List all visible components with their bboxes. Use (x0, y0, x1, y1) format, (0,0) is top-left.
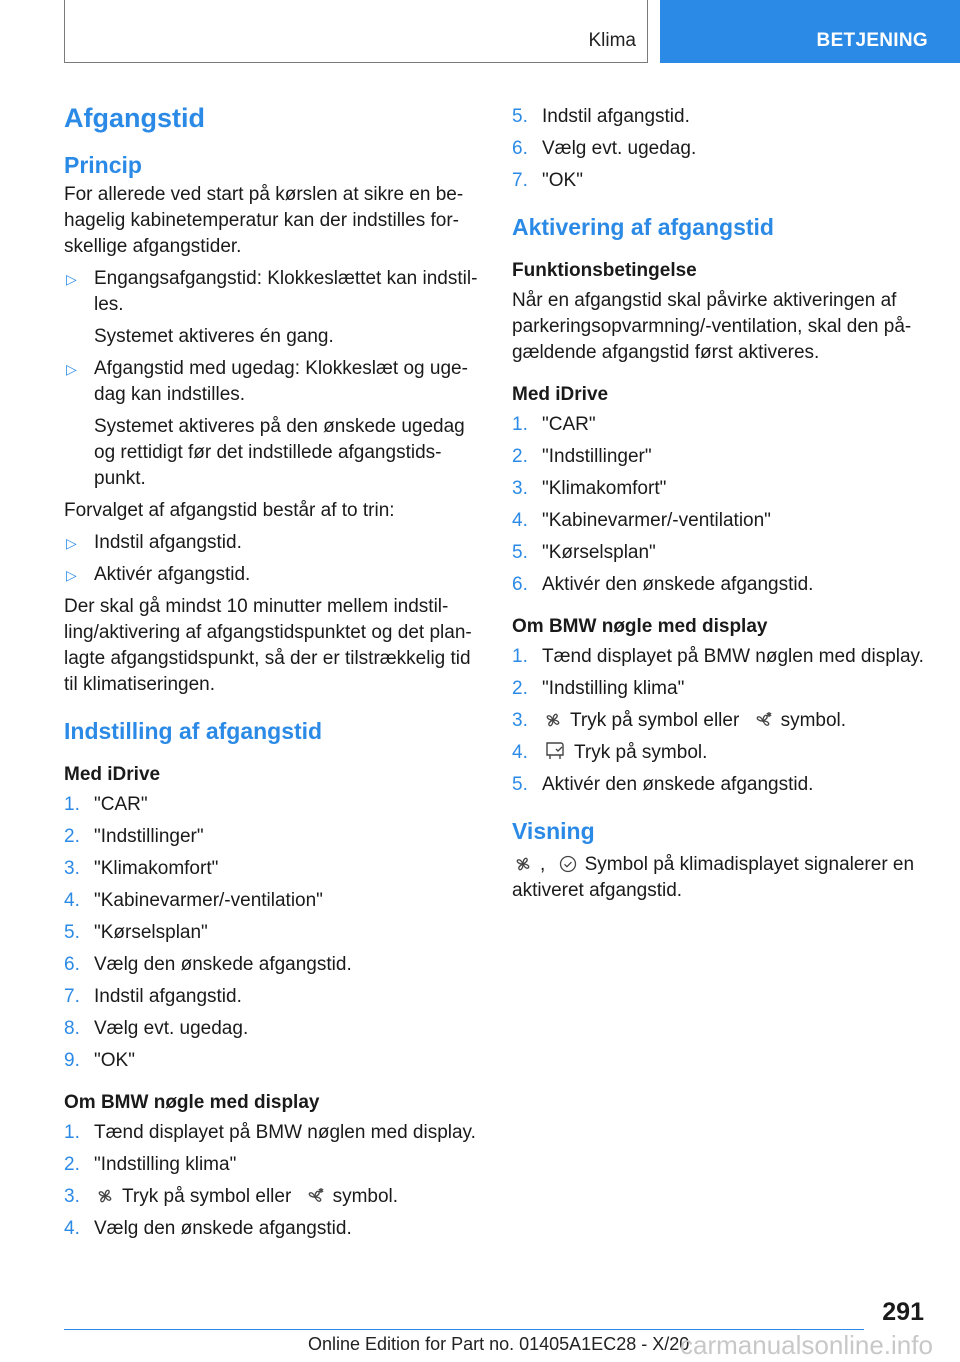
list-item: 7. Indstil afgangstid. (64, 986, 242, 1007)
indstilling-heading: Indstilling af afgangstid (64, 718, 323, 744)
triangle-bullet-icon: ▷ (66, 567, 77, 583)
visning-heading: Visning (512, 818, 595, 844)
triangle-bullet-icon: ▷ (66, 271, 77, 287)
list-item: 4. Tryk på symbol. (512, 742, 708, 763)
bullet-subtext: Systemet aktiveres på den ønskede ugedag og rettidigt før det indstillede afgangstidspunkt. (94, 416, 465, 489)
trin-intro: Forvalget af afgangstid består af to trin: (64, 500, 395, 521)
idrive-steps (64, 792, 482, 1074)
header-box (64, 0, 648, 63)
princip-intro: For allerede ved start på kørslen at sikre en behagelig kabinetemperatur kan der indstilles forskellige afgangstider. (64, 184, 464, 257)
list-item: 8. Vælg evt. ugedag. (64, 1018, 249, 1039)
triangle-bullet-icon: ▷ (66, 361, 77, 377)
list-item: 7. "OK" (512, 170, 583, 191)
idrive-heading: Med iDrive (512, 384, 609, 405)
visning-text: , Symbol på klimadisplayet signalerer en aktiveret afgangstid. (512, 854, 915, 901)
list-item: 3. "Klimakomfort" (512, 478, 667, 499)
fan-icon (544, 711, 562, 729)
list-item: 2. "Indstillinger" (512, 446, 652, 467)
list-item: 6. Vælg evt. ugedag. (512, 138, 697, 159)
bullet-item: ▷ Aktivér afgangstid. (64, 562, 482, 588)
key-steps (512, 644, 932, 798)
bullet-item: ▷ Indstil afgangstid. (64, 530, 482, 556)
list-item: 3. Tryk på symbol eller symbol. (64, 1186, 399, 1207)
list-item: 2. "Indstillinger" (64, 826, 204, 847)
aktivering-heading: Aktivering af afgangstid (512, 214, 774, 240)
section-tab[interactable]: BETJENING (660, 0, 960, 63)
list-item: 9. "OK" (64, 1050, 135, 1071)
list-item: 4. Vælg den ønskede afgangstid. (64, 1218, 352, 1239)
list-item: 1. "CAR" (64, 794, 148, 815)
func-heading: Funktionsbetingelse (512, 260, 697, 281)
edition-text: Online Edition for Part no. 01405A1EC28 - X/20 (308, 1334, 690, 1354)
idrive-heading: Med iDrive (64, 764, 161, 785)
continued-steps (512, 104, 932, 194)
watermark: carmanualsonline.info (680, 1330, 933, 1360)
bullet-item: ▷ Afgangstid med ugedag: Klokkeslæt og ugedag kan indstilles. (66, 358, 468, 405)
list-item: 6. Vælg den ønskede afgangstid. (64, 954, 352, 975)
idrive-steps (512, 412, 932, 598)
key-heading: Om BMW nøgle med display (512, 616, 768, 637)
list-item: 3. Tryk på symbol eller symbol. (512, 710, 847, 731)
list-item: 1. Tænd displayet på BMW nøglen med display. (64, 1122, 476, 1143)
left-column (64, 100, 482, 1248)
clock-check-icon (559, 855, 577, 873)
list-item: 4. "Kabinevarmer/-ventilation" (512, 510, 771, 531)
princip-outro: Der skal gå mindst 10 minutter mellem indstilling/aktivering af afgangstidspunktet og det planlagte afgangstidspunkt, så der er tilstrækkelig tid til klimatiseringen. (64, 596, 472, 695)
car-seat-icon (544, 741, 566, 761)
key-steps (64, 1120, 482, 1242)
triangle-bullet-icon: ▷ (66, 535, 77, 551)
list-item: 6. Aktivér den ønskede afgangstid. (512, 574, 814, 595)
princip-heading: Princip (64, 152, 142, 178)
func-text: Når en afgangstid skal påvirke aktiveringen af parkeringsopvarmning/-ventilation, skal den pågældende afgangstid først aktiveres. (512, 290, 912, 363)
right-column (512, 100, 932, 904)
list-item: 5. "Kørselsplan" (512, 542, 656, 563)
page-number: 291 (882, 1298, 924, 1326)
bullet-subtext: Systemet aktiveres én gang. (94, 326, 334, 347)
fan-icon (96, 1187, 114, 1205)
list-item: 1. "CAR" (512, 414, 596, 435)
fan-snowflake-icon (307, 1187, 325, 1205)
fan-icon (514, 855, 532, 873)
list-item: 4. "Kabinevarmer/-ventilation" (64, 890, 323, 911)
list-item: 2. "Indstilling klima" (512, 678, 685, 699)
list-item: 3. "Klimakomfort" (64, 858, 219, 879)
fan-snowflake-icon (755, 711, 773, 729)
list-item: 2. "Indstilling klima" (64, 1154, 237, 1175)
key-heading: Om BMW nøgle med display (64, 1092, 320, 1113)
bullet-item: ▷ Engangsafgangstid: Klokkeslættet kan indstilles. (66, 268, 478, 315)
page-title: Afgangstid (64, 103, 205, 133)
chapter-title: Klima (588, 30, 636, 51)
list-item: 5. "Kørselsplan" (64, 922, 208, 943)
list-item: 1. Tænd displayet på BMW nøglen med display. (512, 646, 924, 667)
list-item: 5. Indstil afgangstid. (512, 106, 690, 127)
list-item: 5. Aktivér den ønskede afgangstid. (512, 774, 814, 795)
